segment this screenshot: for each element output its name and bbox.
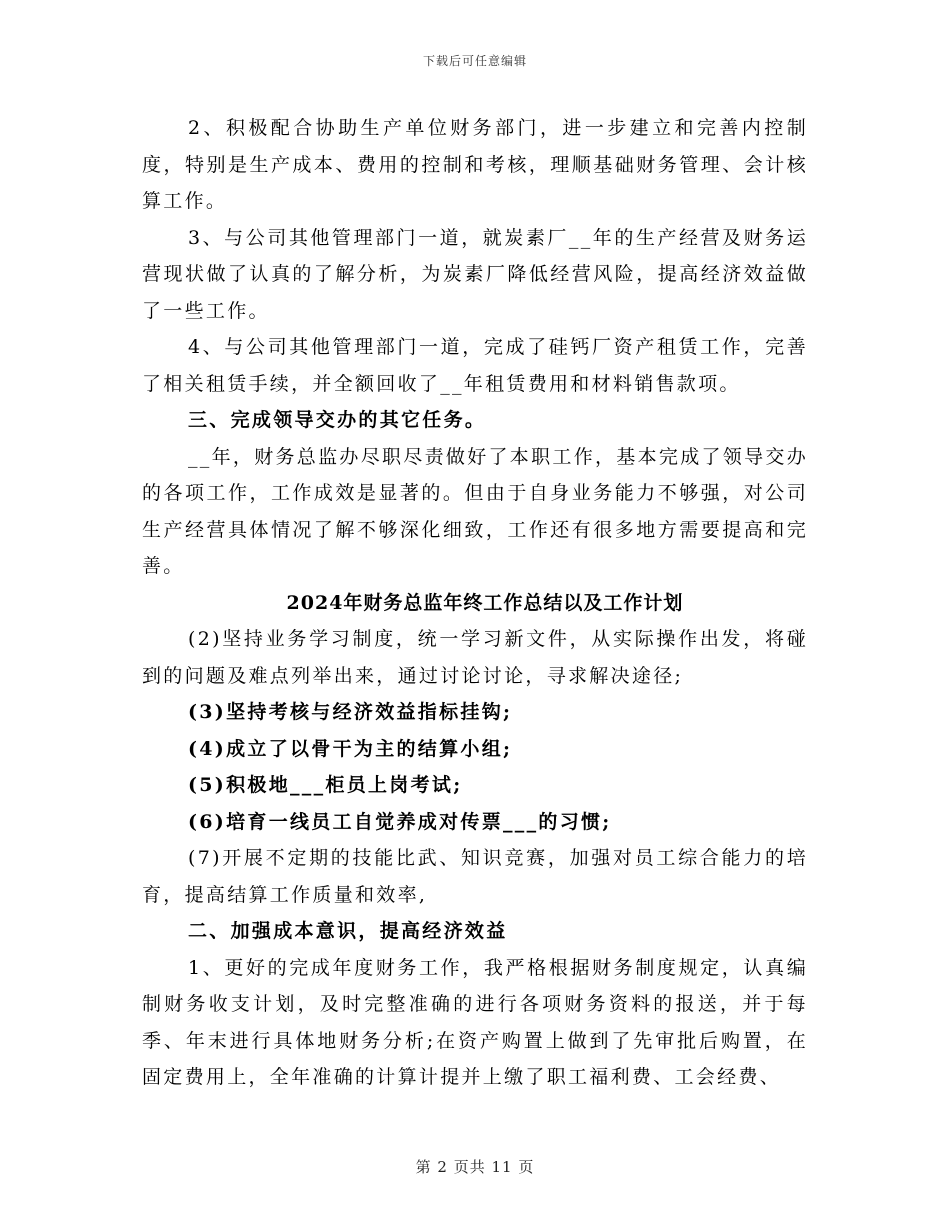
section-heading-cost-awareness: 二、加强成本意识，提高经济效益 (188, 920, 508, 942)
page-footer: 第 2 页共 11 页 (415, 1158, 535, 1176)
list-item-4: (4)成立了以骨干为主的结算小组; (188, 737, 513, 760)
paragraph-item-4: 4、与公司其他管理部门一道，完成了硅钙厂资产租赁工作，完善了相关租赁手续，并全额回收了__年租赁费用和材料销售款项。 (142, 336, 808, 395)
paragraph-annual-finance: 1、更好的完成年度财务工作，我严格根据财务制度规定，认真编制财务收支计划，及时完整准确的进行各项财务资料的报送，并于每季、年末进行具体地财务分析;在资产购置上做到了先审批后购置，在固定费用上，全年准确的计算计提并上缴了职工福利费、工会经费、 (142, 956, 808, 1088)
section-heading-other-tasks: 三、完成领导交办的其它任务。 (188, 409, 487, 431)
paragraph-item-2: 2、积极配合协助生产单位财务部门，进一步建立和完善内控制度，特别是生产成本、费用的控制和考核，理顺基础财务管理、会计核算工作。 (142, 117, 808, 212)
paragraph-item-3: 3、与公司其他管理部门一道，就炭素厂__年的生产经营及财务运营现状做了认真的了解分析，为炭素厂降低经营风险，提高经济效益做了一些工作。 (142, 226, 808, 322)
paragraph-summary: __年，财务总监办尽职尽责做好了本职工作，基本完成了领导交办的各项工作，工作成效是显著的。但由于自身业务能力不够强，对公司生产经营具体情况了解不够深化细致，工作还有很多地方需要提高和完善。 (142, 445, 809, 577)
list-item-7: (7)开展不定期的技能比武、知识竞赛，加强对员工综合能力的培育，提高结算工作质量和效率, (142, 847, 808, 906)
document-body (142, 110, 808, 1096)
list-item-3: (3)坚持考核与经济效益指标挂钩; (188, 701, 513, 723)
document-title: 2024年财务总监年终工作总结以及工作计划 (286, 591, 684, 614)
page-header: 下载后可任意编辑 (422, 54, 527, 68)
list-item-2: (2)坚持业务学习制度，统一学习新文件，从实际操作出发，将碰到的问题及难点列举出来，通过讨论讨论，寻求解决途径; (142, 628, 808, 687)
list-item-6: (6)培育一线员工自觉养成对传票___的习惯; (188, 810, 612, 833)
list-item-5: (5)积极地___柜员上岗考试; (188, 774, 463, 796)
